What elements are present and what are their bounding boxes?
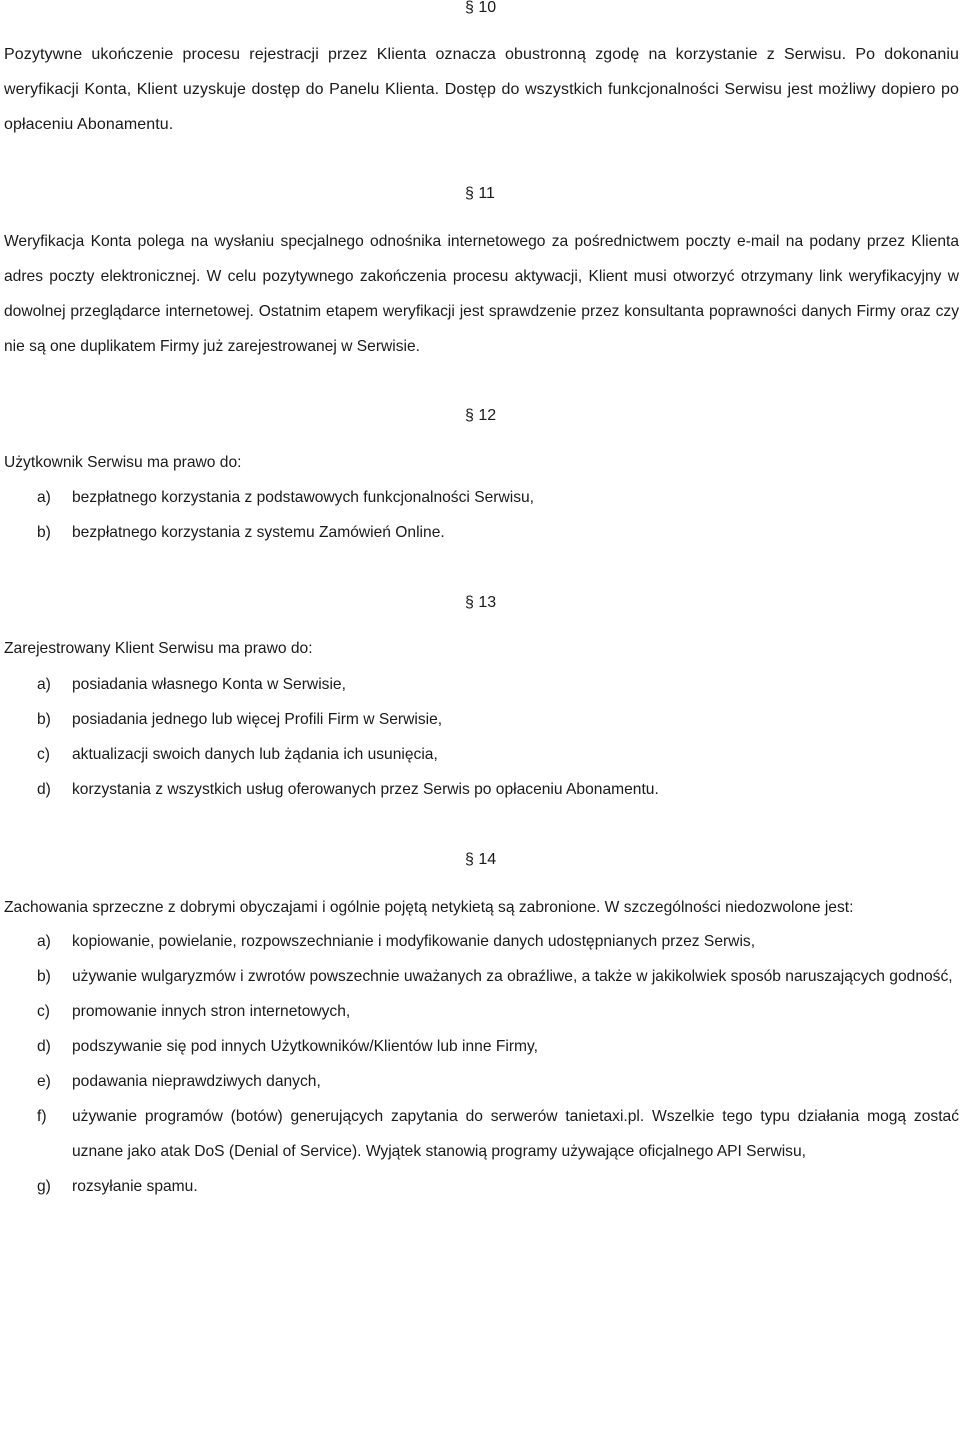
list-item-text: używanie programów (botów) generujących zapytania do serwerów tanietaxi.pl. Wszelkie tego typu działania mogą zostać uznane jako atak DoS (Denial of Service). Wyjątek stanowią programy używające oficjalnego API Serwisu, [72, 1108, 959, 1160]
list-item-text: posiadania jednego lub więcej Profili Firm w Serwisie, [72, 711, 443, 728]
list-item-text: podawania nieprawdziwych danych, [72, 1073, 321, 1090]
list-item [4, 772, 959, 807]
list-item [4, 1064, 959, 1099]
list-item-marker: b) [37, 711, 51, 728]
list-item-text: bezpłatnego korzystania z podstawowych funkcjonalności Serwisu, [72, 489, 534, 506]
list-item-marker: c) [37, 746, 50, 763]
list-item-marker: a) [37, 933, 51, 950]
list-item [4, 924, 959, 959]
list-item-text: korzystania z wszystkich usług oferowanych przez Serwis po opłaceniu Abonamentu. [72, 781, 659, 798]
section-13-list [4, 667, 959, 807]
list-item-marker: a) [37, 489, 51, 506]
list-item-text: bezpłatnego korzystania z systemu Zamówień Online. [72, 524, 445, 541]
section-11-heading: § 11 [465, 185, 495, 202]
section-14-heading: § 14 [465, 851, 497, 868]
section-12-list [4, 480, 959, 550]
list-item [4, 1169, 959, 1204]
section-12-heading: § 12 [465, 407, 497, 424]
list-item-text: używanie wulgaryzmów i zwrotów powszechnie uważanych za obraźliwe, a także w jakikolwiek sposób naruszających godność, [72, 968, 953, 985]
list-item [4, 1029, 959, 1064]
list-item-marker: g) [37, 1178, 51, 1195]
list-item-marker: f) [37, 1108, 47, 1125]
list-item-text: posiadania własnego Konta w Serwisie, [72, 676, 346, 693]
section-14-list [4, 924, 959, 1204]
list-item [4, 959, 959, 994]
list-item-text: rozsyłanie spamu. [72, 1178, 198, 1195]
list-item [4, 702, 959, 737]
list-item-marker: e) [37, 1073, 51, 1090]
list-item-marker: c) [37, 1003, 50, 1020]
list-item-marker: d) [37, 1038, 51, 1055]
list-item [4, 515, 959, 550]
section-13-intro: Zarejestrowany Klient Serwisu ma prawo do: [4, 640, 313, 657]
list-item [4, 1099, 959, 1169]
section-11-paragraph: Weryfikacja Konta polega na wysłaniu specjalnego odnośnika internetowego za pośrednictwem poczty e-mail na podany przez Klienta adres poczty elektronicznej. W celu pozytywnego zakończenia procesu aktywacji, Klient musi otworzyć otrzymany link weryfikacyjny w dowolnej przeglądarce internetowej. Ostatnim etapem weryfikacji jest sprawdzenie przez konsultanta poprawności danych Firmy oraz czy nie są one duplikatem Firmy już zarejestrowanej w Serwisie. [4, 233, 959, 355]
list-item-marker: a) [37, 676, 51, 693]
list-item-marker: b) [37, 524, 51, 541]
section-12-intro: Użytkownik Serwisu ma prawo do: [4, 454, 242, 471]
list-item-text: aktualizacji swoich danych lub żądania ich usunięcia, [72, 746, 438, 763]
list-item-marker: b) [37, 968, 51, 985]
list-item-text: kopiowanie, powielanie, rozpowszechnianie i modyfikowanie danych udostępnianych przez Serwis, [72, 933, 756, 950]
list-item [4, 994, 959, 1029]
list-item-text: promowanie innych stron internetowych, [72, 1003, 351, 1020]
section-13-heading: § 13 [465, 594, 497, 611]
list-item [4, 737, 959, 772]
list-item [4, 667, 959, 702]
section-10-heading: § 10 [465, 0, 497, 16]
list-item [4, 480, 959, 515]
section-10-paragraph: Pozytywne ukończenie procesu rejestracji przez Klienta oznacza obustronną zgodę na korzystanie z Serwisu. Po dokonaniu weryfikacji Konta, Klient uzyskuje dostęp do Panelu Klienta. Dostęp do wszystkich funkcjonalności Serwisu jest możliwy dopiero po opłaceniu Abonamentu. [4, 46, 959, 133]
section-14-intro: Zachowania sprzeczne z dobrymi obyczajami i ogólnie pojętą netykietą są zabronione. W szczególności niedozwolone jest: [4, 899, 854, 916]
list-item-text: podszywanie się pod innych Użytkowników/Klientów lub inne Firmy, [72, 1038, 538, 1055]
list-item-marker: d) [37, 781, 51, 798]
